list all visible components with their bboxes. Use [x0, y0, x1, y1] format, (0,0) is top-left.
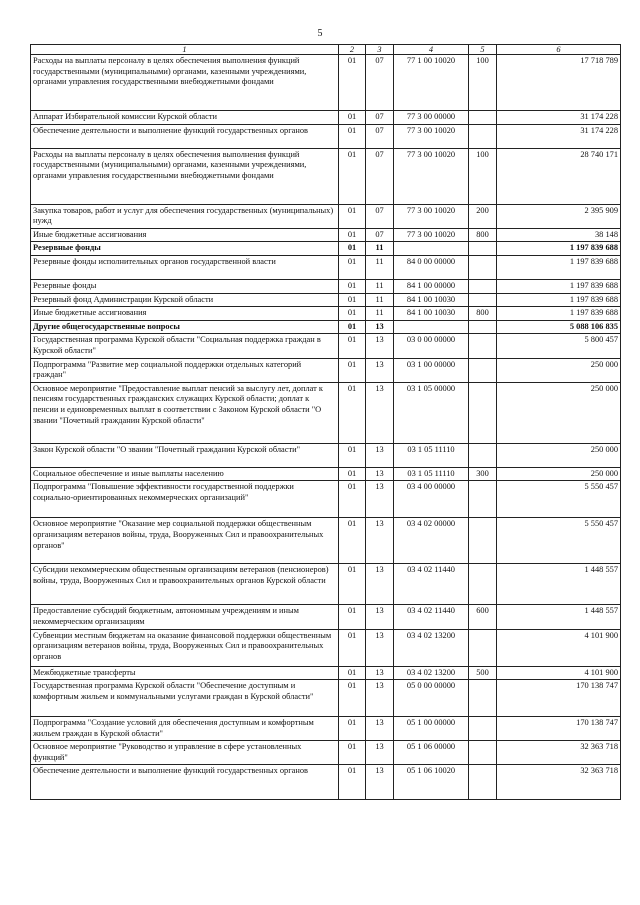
cell-target-article: 03 4 02 13200 — [394, 629, 469, 666]
cell-section: 01 — [339, 320, 366, 334]
cell-target-article: 77 3 00 00000 — [394, 111, 469, 125]
cell-amount: 4 101 900 — [497, 629, 621, 666]
cell-name: Основное мероприятие "Руководство и управление в сфере установленных функций" — [31, 741, 339, 765]
cell-name: Подпрограмма "Развитие мер социальной поддержки отдельных категорий граждан" — [31, 358, 339, 382]
cell-target-article: 03 4 00 00000 — [394, 481, 469, 518]
cell-target-article: 77 3 00 10020 — [394, 228, 469, 242]
cell-amount: 1 197 839 688 — [497, 293, 621, 307]
cell-subsection: 07 — [366, 55, 394, 111]
cell-target-article: 05 0 00 00000 — [394, 680, 469, 717]
table-row — [31, 467, 621, 481]
cell-subsection: 11 — [366, 293, 394, 307]
cell-name: Резервные фонды исполнительных органов государственной власти — [31, 255, 339, 279]
cell-target-article: 05 1 06 10020 — [394, 765, 469, 800]
cell-target-article: 05 1 06 00000 — [394, 741, 469, 765]
cell-expense-type — [469, 293, 497, 307]
cell-section: 01 — [339, 481, 366, 518]
cell-amount: 2 395 909 — [497, 204, 621, 228]
cell-section: 01 — [339, 564, 366, 605]
table-row — [31, 293, 621, 307]
cell-target-article: 84 0 00 00000 — [394, 255, 469, 279]
cell-target-article: 77 3 00 10020 — [394, 204, 469, 228]
cell-target-article: 03 1 05 00000 — [394, 382, 469, 443]
cell-expense-type — [469, 717, 497, 741]
cell-name: Обеспечение деятельности и выполнение функций государственных органов — [31, 765, 339, 800]
cell-target-article: 84 1 00 10030 — [394, 307, 469, 321]
cell-target-article: 03 4 02 11440 — [394, 605, 469, 629]
cell-subsection: 11 — [366, 242, 394, 256]
cell-subsection: 13 — [366, 467, 394, 481]
cell-amount: 170 138 747 — [497, 717, 621, 741]
cell-section: 01 — [339, 382, 366, 443]
cell-target-article: 03 4 02 13200 — [394, 666, 469, 680]
cell-name: Основное мероприятие "Оказание мер социальной поддержки общественным организациям ветеранов войны, труда, Вооруженных Сил и правоохранительных органов" — [31, 518, 339, 564]
cell-amount: 1 197 839 688 — [497, 279, 621, 293]
cell-expense-type — [469, 334, 497, 358]
cell-subsection: 13 — [366, 382, 394, 443]
cell-expense-type — [469, 443, 497, 467]
header-col-5: 5 — [469, 45, 497, 55]
cell-section: 01 — [339, 124, 366, 148]
cell-expense-type — [469, 382, 497, 443]
cell-name: Резервный фонд Администрации Курской области — [31, 293, 339, 307]
cell-subsection: 13 — [366, 765, 394, 800]
cell-expense-type — [469, 242, 497, 256]
cell-name: Подпрограмма "Создание условий для обеспечения доступным и комфортным жильем граждан в Курской области" — [31, 717, 339, 741]
cell-name: Предоставление субсидий бюджетным, автономным учреждениям и иным некоммерческим организациям — [31, 605, 339, 629]
header-col-2: 2 — [339, 45, 366, 55]
cell-subsection: 07 — [366, 204, 394, 228]
cell-section: 01 — [339, 279, 366, 293]
cell-target-article: 03 1 05 11110 — [394, 467, 469, 481]
cell-amount: 5 550 457 — [497, 518, 621, 564]
cell-section: 01 — [339, 111, 366, 125]
table-row — [31, 666, 621, 680]
cell-expense-type — [469, 279, 497, 293]
table-row — [31, 605, 621, 629]
cell-target-article: 05 1 00 00000 — [394, 717, 469, 741]
table-row — [31, 765, 621, 800]
cell-subsection: 13 — [366, 481, 394, 518]
cell-target-article: 03 1 05 11110 — [394, 443, 469, 467]
cell-subsection: 13 — [366, 334, 394, 358]
table-row — [31, 148, 621, 204]
cell-name: Закупка товаров, работ и услуг для обеспечения государственных (муниципальных) нужд — [31, 204, 339, 228]
table-row — [31, 334, 621, 358]
table-row — [31, 279, 621, 293]
cell-amount: 1 197 839 688 — [497, 242, 621, 256]
cell-name: Социальное обеспечение и иные выплаты населению — [31, 467, 339, 481]
cell-subsection: 13 — [366, 666, 394, 680]
cell-amount: 250 000 — [497, 443, 621, 467]
cell-expense-type: 100 — [469, 55, 497, 111]
cell-subsection: 07 — [366, 124, 394, 148]
header-col-6: 6 — [497, 45, 621, 55]
cell-expense-type — [469, 358, 497, 382]
cell-section: 01 — [339, 358, 366, 382]
table-row — [31, 741, 621, 765]
cell-expense-type — [469, 124, 497, 148]
header-col-4: 4 — [394, 45, 469, 55]
cell-subsection: 13 — [366, 320, 394, 334]
cell-expense-type — [469, 629, 497, 666]
page-number: 5 — [317, 28, 323, 39]
cell-amount: 32 363 718 — [497, 741, 621, 765]
table-row — [31, 717, 621, 741]
cell-name: Резервные фонды — [31, 242, 339, 256]
cell-section: 01 — [339, 605, 366, 629]
cell-section: 01 — [339, 228, 366, 242]
cell-expense-type: 500 — [469, 666, 497, 680]
cell-name: Субвенции местным бюджетам на оказание финансовой поддержки общественным организациям ветеранов войны, труда, Вооруженных Сил и правоохранительных органов — [31, 629, 339, 666]
cell-amount: 250 000 — [497, 467, 621, 481]
cell-expense-type — [469, 680, 497, 717]
cell-expense-type — [469, 255, 497, 279]
cell-section: 01 — [339, 242, 366, 256]
cell-name: Основное мероприятие "Предоставление выплат пенсий за выслугу лет, доплат к пенсиям государственных гражданских служащих Курской области; доплат к пенсии и единовременных выплат в соответствии с Законом Курской области "О звании "Почетный гражданин Курской области" — [31, 382, 339, 443]
table-body — [31, 55, 621, 800]
table-row — [31, 358, 621, 382]
cell-expense-type: 300 — [469, 467, 497, 481]
cell-amount: 31 174 228 — [497, 111, 621, 125]
cell-subsection: 13 — [366, 358, 394, 382]
cell-subsection: 07 — [366, 148, 394, 204]
cell-expense-type: 800 — [469, 307, 497, 321]
cell-target-article: 77 1 00 10020 — [394, 55, 469, 111]
table-row — [31, 481, 621, 518]
cell-target-article: 84 1 00 00000 — [394, 279, 469, 293]
cell-expense-type: 600 — [469, 605, 497, 629]
cell-section: 01 — [339, 307, 366, 321]
cell-subsection: 13 — [366, 518, 394, 564]
table-row — [31, 228, 621, 242]
table-row — [31, 629, 621, 666]
cell-section: 01 — [339, 255, 366, 279]
table-header-row — [31, 45, 621, 55]
cell-subsection: 11 — [366, 279, 394, 293]
cell-section: 01 — [339, 717, 366, 741]
cell-subsection: 07 — [366, 111, 394, 125]
budget-table — [30, 44, 621, 800]
cell-amount: 170 138 747 — [497, 680, 621, 717]
cell-subsection: 13 — [366, 741, 394, 765]
cell-section: 01 — [339, 467, 366, 481]
cell-amount: 1 197 839 688 — [497, 307, 621, 321]
cell-subsection: 13 — [366, 564, 394, 605]
cell-amount: 38 148 — [497, 228, 621, 242]
cell-subsection: 11 — [366, 307, 394, 321]
cell-section: 01 — [339, 55, 366, 111]
cell-target-article: 03 4 02 11440 — [394, 564, 469, 605]
cell-amount: 32 363 718 — [497, 765, 621, 800]
cell-expense-type — [469, 518, 497, 564]
cell-target-article — [394, 320, 469, 334]
cell-name: Расходы на выплаты персоналу в целях обеспечения выполнения функций государственными (муниципальными) органами, казенными учреждениями, органами управления государственными внебюджетными фондами — [31, 55, 339, 111]
cell-name: Иные бюджетные ассигнования — [31, 228, 339, 242]
cell-amount: 28 740 171 — [497, 148, 621, 204]
cell-amount: 5 550 457 — [497, 481, 621, 518]
table-row — [31, 518, 621, 564]
cell-name: Другие общегосударственные вопросы — [31, 320, 339, 334]
cell-section: 01 — [339, 443, 366, 467]
table-row — [31, 55, 621, 111]
cell-section: 01 — [339, 741, 366, 765]
cell-amount: 1 448 557 — [497, 564, 621, 605]
cell-subsection: 13 — [366, 629, 394, 666]
cell-amount: 4 101 900 — [497, 666, 621, 680]
cell-subsection: 13 — [366, 680, 394, 717]
cell-section: 01 — [339, 518, 366, 564]
table-row — [31, 204, 621, 228]
cell-name: Государственная программа Курской области "Социальная поддержка граждан в Курской области" — [31, 334, 339, 358]
cell-amount: 1 448 557 — [497, 605, 621, 629]
cell-section: 01 — [339, 629, 366, 666]
cell-section: 01 — [339, 204, 366, 228]
cell-expense-type — [469, 481, 497, 518]
cell-target-article — [394, 242, 469, 256]
cell-expense-type — [469, 320, 497, 334]
cell-target-article: 77 3 00 10020 — [394, 124, 469, 148]
cell-expense-type — [469, 765, 497, 800]
table-row — [31, 564, 621, 605]
cell-subsection: 13 — [366, 443, 394, 467]
cell-expense-type — [469, 564, 497, 605]
cell-amount: 5 800 457 — [497, 334, 621, 358]
header-col-1: 1 — [31, 45, 339, 55]
cell-target-article: 77 3 00 10020 — [394, 148, 469, 204]
cell-expense-type: 200 — [469, 204, 497, 228]
cell-amount: 250 000 — [497, 382, 621, 443]
cell-amount: 1 197 839 688 — [497, 255, 621, 279]
table-row — [31, 124, 621, 148]
table-row — [31, 680, 621, 717]
cell-expense-type — [469, 741, 497, 765]
cell-section: 01 — [339, 293, 366, 307]
cell-amount: 31 174 228 — [497, 124, 621, 148]
cell-subsection: 13 — [366, 605, 394, 629]
cell-section: 01 — [339, 334, 366, 358]
cell-section: 01 — [339, 666, 366, 680]
cell-amount: 17 718 789 — [497, 55, 621, 111]
cell-name: Подпрограмма "Повышение эффективности государственной поддержки социально-ориентированных некоммерческих организаций" — [31, 481, 339, 518]
table-row — [31, 111, 621, 125]
cell-amount: 5 088 106 835 — [497, 320, 621, 334]
cell-target-article: 03 1 00 00000 — [394, 358, 469, 382]
cell-name: Иные бюджетные ассигнования — [31, 307, 339, 321]
cell-name: Субсидии некоммерческим общественным организациям ветеранов (пенсионеров) войны, труда, Вооруженных Сил и правоохранительных органов Курской области — [31, 564, 339, 605]
cell-name: Резервные фонды — [31, 279, 339, 293]
cell-expense-type: 100 — [469, 148, 497, 204]
cell-name: Государственная программа Курской области "Обеспечение доступным и комфортным жильем и коммунальными услугами граждан в Курской области" — [31, 680, 339, 717]
table-row — [31, 382, 621, 443]
table-row — [31, 443, 621, 467]
cell-section: 01 — [339, 680, 366, 717]
cell-expense-type: 800 — [469, 228, 497, 242]
cell-subsection: 07 — [366, 228, 394, 242]
cell-target-article: 03 0 00 00000 — [394, 334, 469, 358]
cell-section: 01 — [339, 148, 366, 204]
cell-amount: 250 000 — [497, 358, 621, 382]
cell-name: Аппарат Избирательной комиссии Курской области — [31, 111, 339, 125]
table-row — [31, 320, 621, 334]
header-col-3: 3 — [366, 45, 394, 55]
cell-target-article: 03 4 02 00000 — [394, 518, 469, 564]
cell-name: Обеспечение деятельности и выполнение функций государственных органов — [31, 124, 339, 148]
cell-name: Межбюджетные трансферты — [31, 666, 339, 680]
cell-target-article: 84 1 00 10030 — [394, 293, 469, 307]
table-row — [31, 255, 621, 279]
cell-name: Расходы на выплаты персоналу в целях обеспечения выполнения функций государственными (муниципальными) органами, казенными учреждениями, органами управления государственными внебюджетными фондами — [31, 148, 339, 204]
cell-subsection: 11 — [366, 255, 394, 279]
cell-name: Закон Курской области "О звании "Почетный гражданин Курской области" — [31, 443, 339, 467]
cell-subsection: 13 — [366, 717, 394, 741]
cell-expense-type — [469, 111, 497, 125]
cell-section: 01 — [339, 765, 366, 800]
table-row — [31, 242, 621, 256]
table-row — [31, 307, 621, 321]
